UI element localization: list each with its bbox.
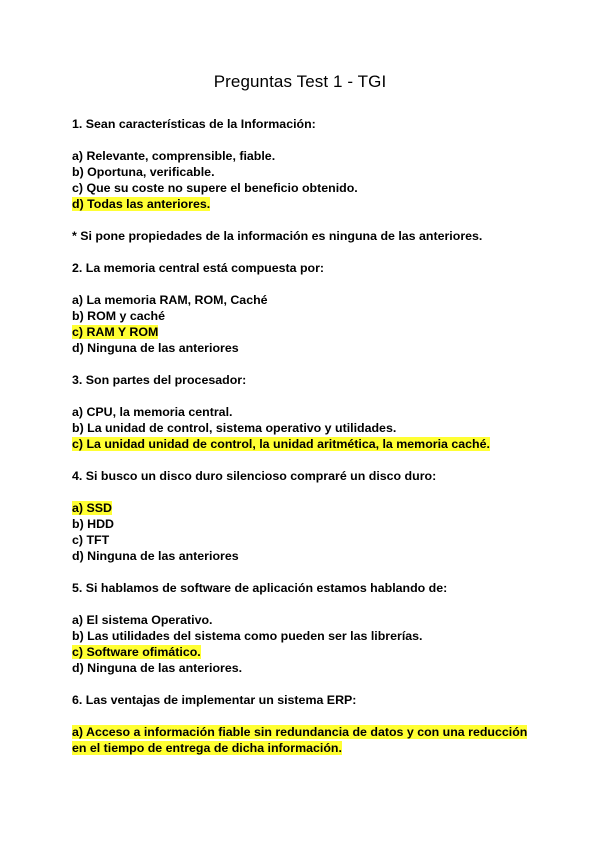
q3-option-a: a) CPU, la memoria central.	[72, 405, 233, 419]
q2-option-c-answer	[72, 324, 542, 340]
spacer	[72, 356, 542, 372]
document-title: Preguntas Test 1 - TGI	[213, 72, 387, 91]
q1-option-b: b) Oportuna, verificable.	[72, 165, 215, 179]
spacer	[72, 564, 542, 580]
q5-option-d: d) Ninguna de las anteriores.	[72, 661, 243, 675]
q3-option-b: b) La unidad de control, sistema operativo y utilidades.	[72, 421, 397, 435]
question-4: 4. Si busco un disco duro silencioso compraré un disco duro:	[72, 469, 437, 483]
q2-option-a: a) La memoria RAM, ROM, Caché	[72, 293, 268, 307]
q3-option-c-answer	[72, 436, 542, 452]
q6-option-a-answer-line1	[72, 724, 542, 740]
q2-option-d: d) Ninguna de las anteriores	[72, 341, 239, 355]
q1-option-c: c) Que su coste no supere el beneficio obtenido.	[72, 181, 358, 195]
spacer	[72, 676, 542, 692]
highlighted-answer: c) Software ofimático.	[72, 645, 201, 659]
q2-option-b: b) ROM y caché	[72, 309, 165, 323]
spacer	[72, 244, 542, 260]
q4-option-c: c) TFT	[72, 533, 110, 547]
question-1: 1. Sean características de la Información:	[72, 117, 316, 131]
q4-option-a-answer	[72, 500, 542, 516]
spacer	[72, 276, 542, 292]
q5-option-a: a) El sistema Operativo.	[72, 613, 213, 627]
q1-option-a: a) Relevante, comprensible, fiable.	[72, 149, 276, 163]
question-3: 3. Son partes del procesador:	[72, 373, 247, 387]
highlighted-answer: a) SSD	[72, 501, 112, 515]
q5-option-c-answer	[72, 644, 542, 660]
highlighted-answer: c) La unidad unidad de control, la unidad aritmética, la memoria caché.	[72, 437, 490, 451]
spacer	[72, 132, 542, 148]
q4-option-b: b) HDD	[72, 517, 114, 531]
q6-option-a-answer-line2	[72, 740, 542, 756]
highlighted-answer: en el tiempo de entrega de dicha información.	[72, 741, 342, 755]
question-6: 6. Las ventajas de implementar un sistema ERP:	[72, 693, 357, 707]
q4-option-d: d) Ninguna de las anteriores	[72, 549, 239, 563]
highlighted-answer: d) Todas las anteriores.	[72, 197, 211, 211]
highlighted-answer: c) RAM Y ROM	[72, 325, 159, 339]
highlighted-answer: a) Acceso a información fiable sin redundancia de datos y con una reducción	[72, 725, 528, 739]
spacer	[72, 452, 542, 468]
question-2: 2. La memoria central está compuesta por:	[72, 261, 325, 275]
q5-option-b: b) Las utilidades del sistema como pueden ser las librerías.	[72, 629, 423, 643]
spacer	[72, 484, 542, 500]
spacer	[72, 596, 542, 612]
question-5: 5. Si hablamos de software de aplicación estamos hablando de:	[72, 581, 448, 595]
q1-note: * Si pone propiedades de la información es ninguna de las anteriores.	[72, 229, 483, 243]
q1-option-d-answer	[72, 196, 542, 212]
spacer	[72, 708, 542, 724]
document-body	[72, 116, 542, 756]
spacer	[72, 388, 542, 404]
spacer	[72, 212, 542, 228]
